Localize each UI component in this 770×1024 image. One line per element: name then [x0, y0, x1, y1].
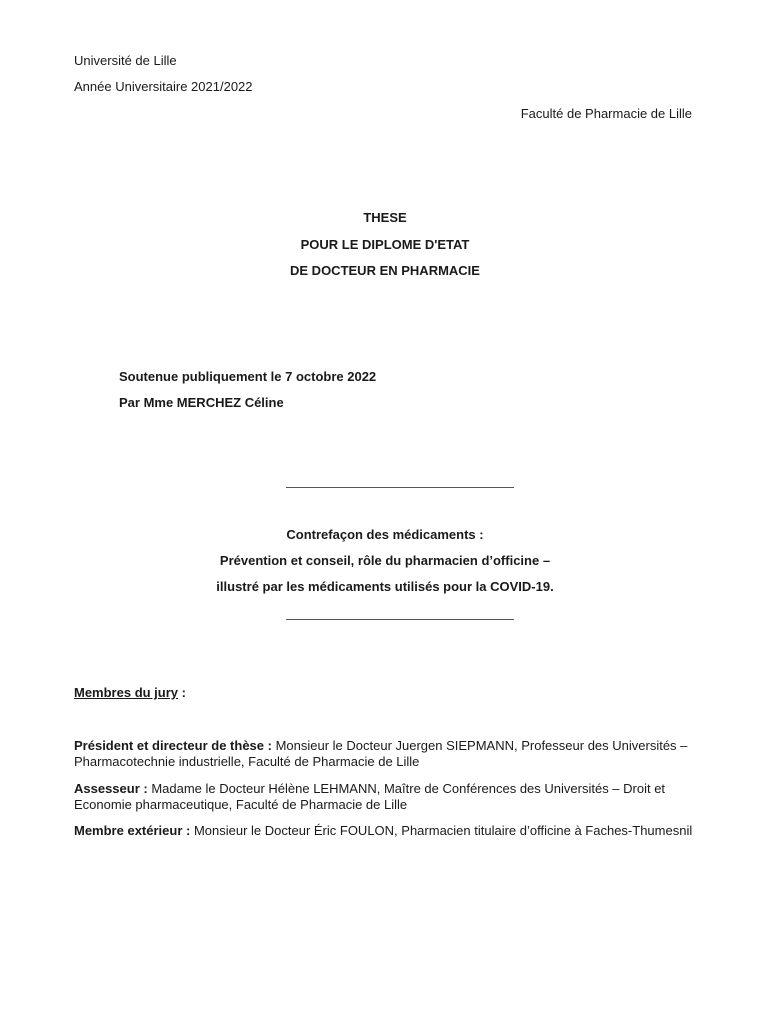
jury-heading — [74, 685, 186, 700]
jury-description: Monsieur le Docteur Éric FOULON, Pharmacien titulaire d’officine à Faches-Thumesnil — [190, 823, 693, 838]
academic-year: Année Universitaire 2021/2022 — [74, 79, 253, 94]
title-line-2: POUR LE DIPLOME D'ETAT — [300, 237, 470, 252]
jury-member-assessor — [74, 781, 694, 813]
defense-date: Soutenue publiquement le 7 octobre 2022 — [119, 369, 377, 384]
author-name: Par Mme MERCHEZ Céline — [119, 395, 284, 410]
faculty-name: Faculté de Pharmacie de Lille — [520, 106, 692, 121]
university-name: Université de Lille — [74, 53, 177, 68]
jury-heading-colon: : — [178, 685, 186, 700]
jury-member-president — [74, 738, 694, 770]
jury-role: Assesseur : — [74, 781, 148, 796]
title-line-1: THESE — [363, 210, 407, 225]
title-line-3: DE DOCTEUR EN PHARMACIE — [290, 263, 480, 278]
jury-description: Madame le Docteur Hélène LEHMANN, Maître de Conférences des Universités – Droit et Economie pharmaceutique, Faculté de Pharmacie de Lille — [74, 781, 666, 812]
subject-line-1: Contrefaçon des médicaments : — [286, 527, 484, 542]
jury-description: Monsieur le Docteur Juergen SIEPMANN, Professeur des Universités – Pharmacotechnie industrielle, Faculté de Pharmacie de Lille — [74, 738, 688, 769]
jury-role: Président et directeur de thèse : — [74, 738, 272, 753]
jury-member-external — [74, 823, 694, 839]
jury-heading-label: Membres du jury — [74, 685, 179, 700]
divider-bottom — [286, 619, 514, 620]
divider-top — [286, 487, 514, 488]
subject-line-2: Prévention et conseil, rôle du pharmacien d’officine – — [219, 553, 551, 568]
jury-role: Membre extérieur : — [74, 823, 191, 838]
subject-line-3: illustré par les médicaments utilisés pour la COVID-19. — [216, 579, 554, 594]
